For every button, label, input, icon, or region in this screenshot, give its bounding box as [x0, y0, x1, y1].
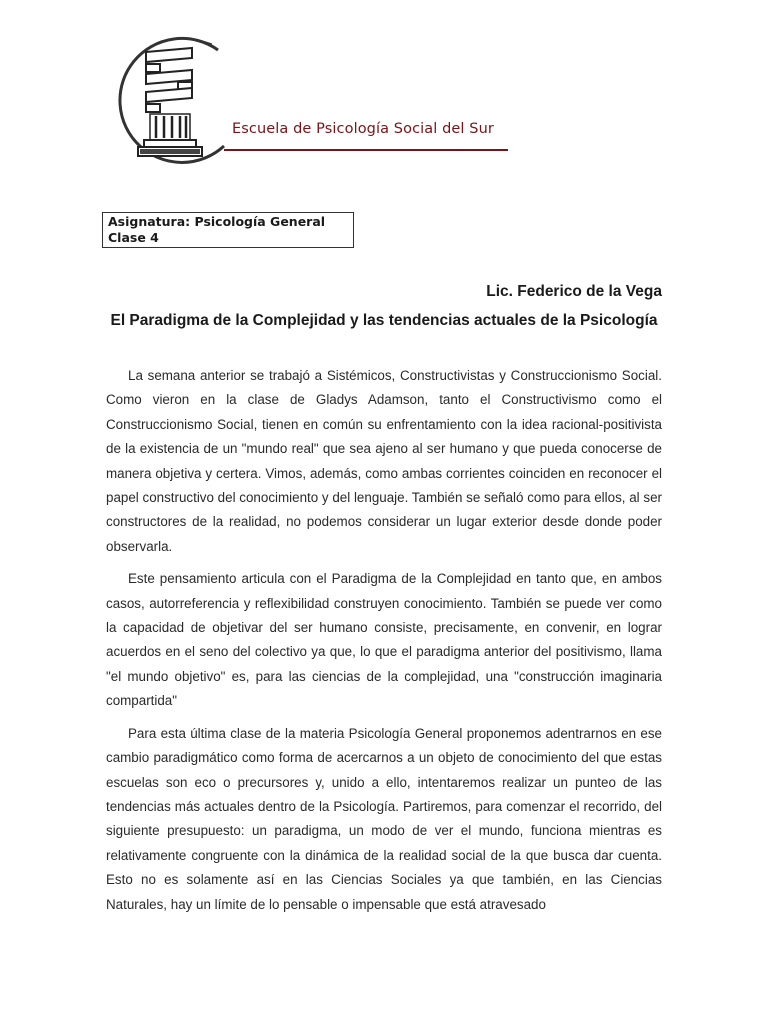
- school-name: Escuela de Psicología Social del Sur: [232, 121, 494, 137]
- paragraph: Para esta última clase de la materia Psicología General proponemos adentrarnos en ese cambio paradigmático como forma de acercarnos a un objeto de conocimiento del que estas escuelas son eco o precursores y, unido a ello, intentaremos realizar un punteo de las tendencias más actuales dentro de la Psicología. Partiremos, para comenzar el recorrido, del siguiente presupuesto: un paradigma, un modo de ver el mundo, funciona mientras es relativamente congruente con la dinámica de la realidad social de la que busca dar cuenta. Esto no es solamente así en las Ciencias Sociales ya que también, en las Ciencias Naturales, hay un límite de lo pensable o impensable que está atravesado: [106, 725, 662, 912]
- subject-box: [102, 212, 354, 248]
- paragraph: Este pensamiento articula con el Paradigma de la Complejidad en tanto que, en ambos casos, autorreferencia y reflexibilidad construyen conocimiento. También se puede ver como la capacidad de objetivar del ser humano consiste, precisamente, en convenir, en lograr acuerdos en el seno del colectivo ya que, lo que el paradigma anterior del positivismo, llama "el mundo objetivo" es, para las ciencias de la complejidad, una "construcción imaginaria compartida": [106, 571, 662, 709]
- header-rule: [224, 149, 508, 151]
- document-title: El Paradigma de la Complejidad y las tendencias actuales de la Psicología: [110, 312, 658, 329]
- author-name: Lic. Federico de la Vega: [486, 283, 662, 300]
- paragraph: La semana anterior se trabajó a Sistémicos, Constructivistas y Construccionismo Social. Como vieron en la clase de Gladys Adamson, tanto el Constructivismo como el Construccionismo Social, tienen en común su enfrentamiento con la idea racional-positivista de la existencia de un "mundo real" que sea ajeno al ser humano y que pueda conocerse de manera objetiva y certera. Vimos, además, como ambas corrientes coinciden en reconocer el papel constructivo del conocimiento y del lenguaje. También se señaló como para ellos, al ser constructores de la realidad, no podemos considerar un lugar exterior desde donde poder observarla.: [106, 368, 662, 554]
- body-text: [106, 364, 662, 917]
- school-logo-icon: [100, 28, 250, 178]
- class-label: Clase 4: [108, 230, 159, 245]
- subject-label: Asignatura: Psicología General: [108, 214, 326, 229]
